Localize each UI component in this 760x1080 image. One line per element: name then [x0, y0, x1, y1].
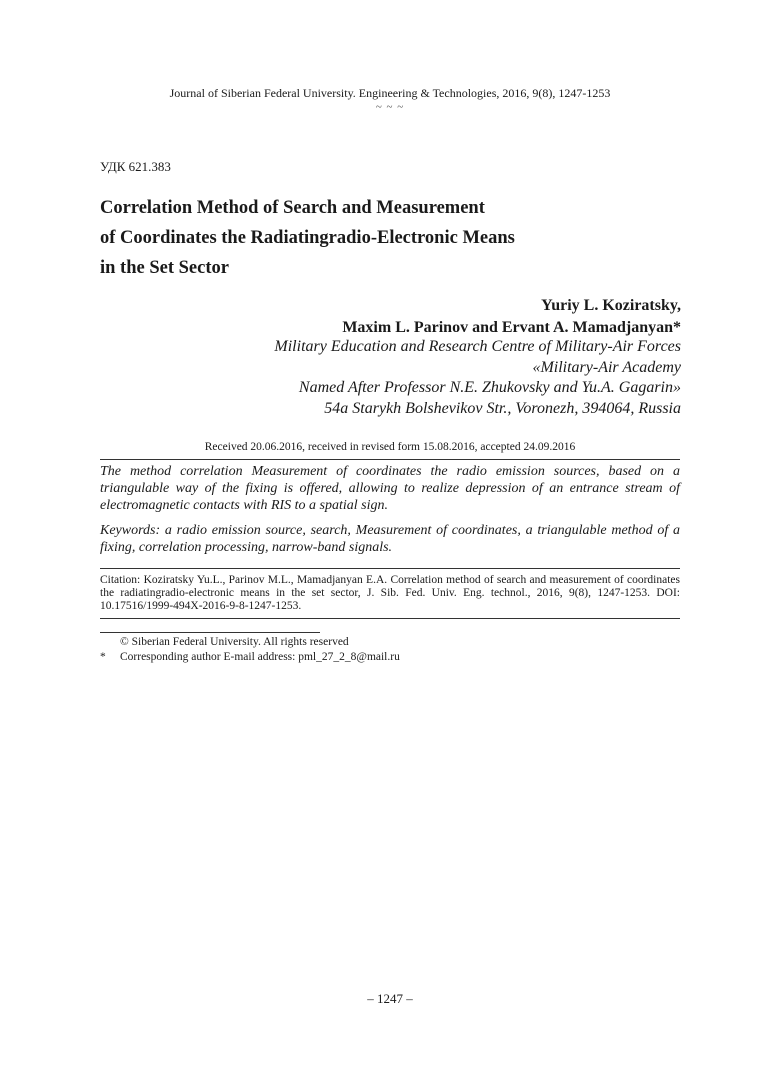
title-line-2: of Coordinates the Radiatingradio-Electronic Means — [100, 228, 515, 248]
footnote-mark: * — [100, 651, 106, 663]
affiliation-line-4: 54a Starykh Bolshevikov Str., Voronezh, 394064, Russia — [324, 399, 681, 417]
keywords: Keywords: a radio emission source, search, Measurement of coordinates, a triangulable method of a fixing, correlation processing, narrow-band signals. — [100, 523, 680, 555]
header-ornament: ~ ~ ~ — [375, 101, 405, 113]
citation: Citation: Koziratsky Yu.L., Parinov M.L., Mamadjanyan E.A. Correlation method of search and measurement of coordinates the radiatingradio-electronic means in the set sector, J. Sib. Fed. Univ. Eng. technol., 2016, 9(8), 1247-1253. DOI: 10.17516/1999-494X-2016-9-8-1247-1253. — [100, 574, 680, 612]
title-line-1: Correlation Method of Search and Measurement — [100, 198, 485, 218]
page-number: – 1247 – — [367, 991, 413, 1006]
rule-before-citation — [100, 568, 680, 569]
footnote-rule — [100, 632, 320, 633]
authors-line-2: Maxim L. Parinov and Ervant A. Mamadjanyan* — [342, 319, 681, 336]
abstract: The method correlation Measurement of coordinates the radio emission sources, based on a triangulable way of the fixing is offered, allowing to realize depression of an entrance stream of electromagnetic contacts with RIS to a spatial sign. — [100, 464, 680, 513]
journal-header: Journal of Siberian Federal University. Engineering & Technologies, 2016, 9(8), 1247-1253 — [169, 86, 611, 100]
authors — [342, 295, 681, 339]
title-line-3: in the Set Sector — [100, 258, 229, 278]
affiliation-line-2: «Military-Air Academy — [532, 358, 681, 376]
udc-code: УДК 621.383 — [100, 159, 171, 174]
affiliation-line-3: Named After Professor N.E. Zhukovsky and Yu.A. Gagarin» — [298, 379, 681, 396]
affiliation — [274, 337, 681, 419]
rule-top — [100, 459, 680, 460]
received-dates: Received 20.06.2016, received in revised form 15.08.2016, accepted 24.09.2016 — [204, 441, 576, 453]
footnote-corresponding-text: Corresponding author E-mail address: pml_27_2_8@mail.ru — [120, 651, 400, 663]
authors-line-1: Yuriy L. Koziratsky, — [541, 297, 681, 314]
footnote-copyright: © Siberian Federal University. All rights reserved — [120, 636, 349, 648]
rule-after-citation — [100, 618, 680, 619]
footnote-corresponding — [100, 651, 400, 663]
affiliation-line-1: Military Education and Research Centre of Military-Air Forces — [274, 338, 681, 355]
article-title — [100, 193, 660, 283]
